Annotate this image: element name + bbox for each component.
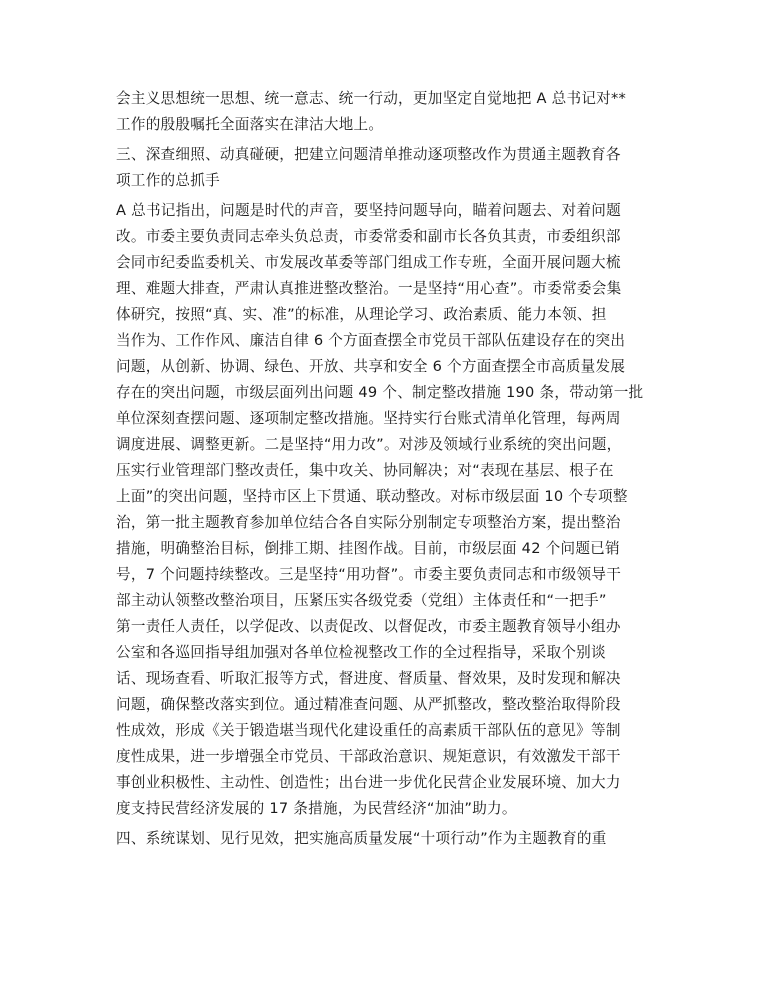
- text-line: 上面”的突出问题，坚持市区上下贯通、联动整改。对标市级层面 10 个专项整: [116, 488, 628, 505]
- paragraph: [116, 86, 656, 138]
- text-line: 号，7 个问题持续整改。三是坚持“用功督”。市委主要负责同志和市级领导干: [116, 566, 622, 583]
- document-body: [116, 86, 656, 852]
- section-heading: [116, 142, 656, 194]
- text-line: 问题，从创新、协调、绿色、开放、共享和安全 6 个方面查摆全市高质量发展: [116, 358, 626, 375]
- text-line: 治，第一批主题教育参加单位结合各自实际分别制定专项整治方案，提出整治: [116, 514, 621, 531]
- text-line: 四、系统谋划、见行见效，把实施高质量发展“十项行动”作为主题教育的重: [116, 830, 607, 847]
- text-line: 当作为、工作作风、廉洁自律 6 个方面查摆全市党员干部队伍建设存在的突出: [116, 332, 626, 349]
- text-line: 单位深刻查摆问题、逐项制定整改措施。坚持实行台账式清单化管理，每两周: [116, 410, 621, 427]
- text-line: 存在的突出问题，市级层面列出问题 49 个、制定整改措施 190 条，带动第一批: [116, 384, 644, 401]
- text-line: A 总书记指出，问题是时代的声音，要坚持问题导向，瞄着问题去、对着问题: [116, 202, 621, 219]
- section-heading: [116, 826, 656, 852]
- text-line: 会主义思想统一思想、统一意志、统一行动，更加坚定自觉地把 A 总书记对**: [116, 90, 627, 107]
- text-line: 公室和各巡回指导组加强对各单位检视整改工作的全过程指导，采取个别谈: [116, 644, 606, 661]
- text-line: 第一责任人责任，以学促改、以责促改、以督促改，市委主题教育领导小组办: [116, 618, 621, 635]
- text-line: 事创业积极性、主动性、创造性；出台进一步优化民营企业发展环境、加大力: [116, 774, 621, 791]
- text-line: 部主动认领整改整治项目，压紧压实各级党委（党组）主体责任和“一把手”: [116, 592, 607, 609]
- text-line: 话、现场查看、听取汇报等方式，督进度、督质量、督效果，及时发现和解决: [116, 670, 621, 687]
- text-line: 度性成果，进一步增强全市党员、干部政治意识、规矩意识，有效激发干部干: [116, 748, 621, 765]
- text-line: 压实行业管理部门整改责任，集中攻关、协同解决；对“表现在基层、根子在: [116, 462, 614, 479]
- text-line: 度支持民营经济发展的 17 条措施，为民营经济“加油”助力。: [116, 800, 517, 817]
- text-line: 项工作的总抓手: [116, 172, 220, 189]
- text-line: 工作的殷殷嘱托全面落实在津沽大地上。: [116, 116, 384, 133]
- text-line: 调度进展、调整更新。二是坚持“用力改”。对涉及领域行业系统的突出问题，: [116, 436, 622, 453]
- text-line: 体研究，按照“真、实、准”的标准，从理论学习、政治素质、能力本领、担: [116, 306, 607, 323]
- text-line: 改。市委主要负责同志牵头负总责，市委常委和副市长各负其责，市委组织部: [116, 228, 621, 245]
- text-line: 会同市纪委监委机关、市发展改革委等部门组成工作专班，全面开展问题大梳: [116, 254, 621, 271]
- text-line: 措施，明确整治目标，倒排工期、挂图作战。目前，市级层面 42 个问题已销: [116, 540, 620, 557]
- text-line: 问题，确保整改落实到位。通过精准查问题、从严抓整改，整改整治取得阶段: [116, 696, 621, 713]
- paragraph: [116, 198, 656, 822]
- text-line: 三、深查细照、动真碰硬，把建立问题清单推动逐项整改作为贯通主题教育各: [116, 146, 621, 163]
- text-line: 理、难题大排查，严肃认真推进整改整治。一是坚持“用心查”。市委常委会集: [116, 280, 622, 297]
- text-line: 性成效，形成《关于锻造堪当现代化建设重任的高素质干部队伍的意见》等制: [116, 722, 621, 739]
